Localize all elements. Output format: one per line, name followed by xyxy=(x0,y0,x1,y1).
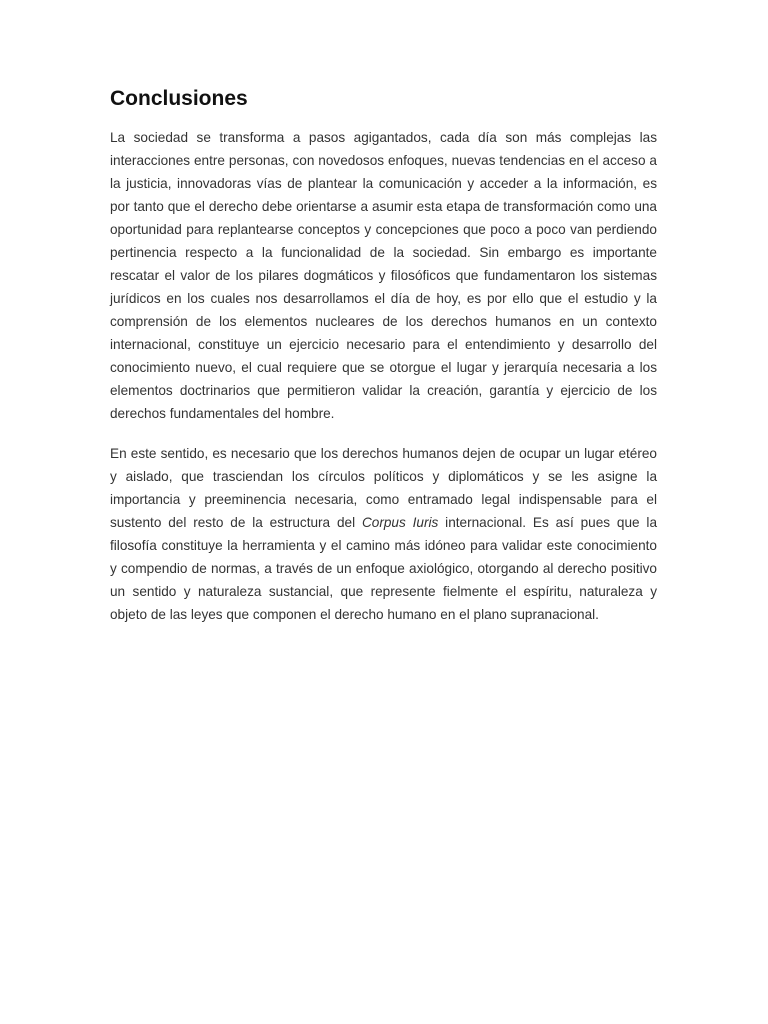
paragraph-2-text-end: internacional. Es así pues que la filosofía constituye la herramienta y el camino más idóneo para validar este conocimiento y compendio de normas, a través de un enfoque axiológico, otorgando al derecho positivo un sentido y naturaleza sustancial, que represente fielmente el espíritu, naturaleza y objeto de las leyes que componen el derecho humano en el plano supranacional. xyxy=(110,515,657,622)
document-page xyxy=(110,84,657,643)
paragraph-2-italic-term: Corpus Iuris xyxy=(361,515,439,530)
page-title: Conclusiones xyxy=(110,87,248,110)
paragraph-2-text-start: En este sentido, es necesario que los derechos humanos dejen de ocupar un lugar etéreo y aislado, que trasciendan los círculos políticos y diplomáticos y se les asigne la importancia y preeminencia necesaria, como entramado legal indispensable para el sustento del resto de la estructura del xyxy=(110,446,657,530)
paragraph-1: La sociedad se transforma a pasos agigantados, cada día son más complejas las interacciones entre personas, con novedosos enfoques, nuevas tendencias en el acceso a la justicia, innovadoras vías de plantear la comunicación y acceder a la información, es por tanto que el derecho debe orientarse a asumir esta etapa de transformación como una oportunidad para replantearse conceptos y concepciones que poco a poco van perdiendo pertinencia respecto a la funcionalidad de la sociedad. Sin embargo es importante rescatar el valor de los pilares dogmáticos y filosóficos que fundamentaron los sistemas jurídicos en los cuales nos desarrollamos el día de hoy, es por ello que el estudio y la comprensión de los elementos nucleares de los derechos humanos en un contexto internacional, constituye un ejercicio necesario para el entendimiento y desarrollo del conocimiento nuevo, el cual requiere que se otorgue el lugar y jerarquía necesaria a los elementos doctrinarios que permitieron validar la creación, garantía y ejercicio de los derechos fundamentales del hombre. xyxy=(110,130,657,421)
paragraph-2 xyxy=(110,442,657,626)
